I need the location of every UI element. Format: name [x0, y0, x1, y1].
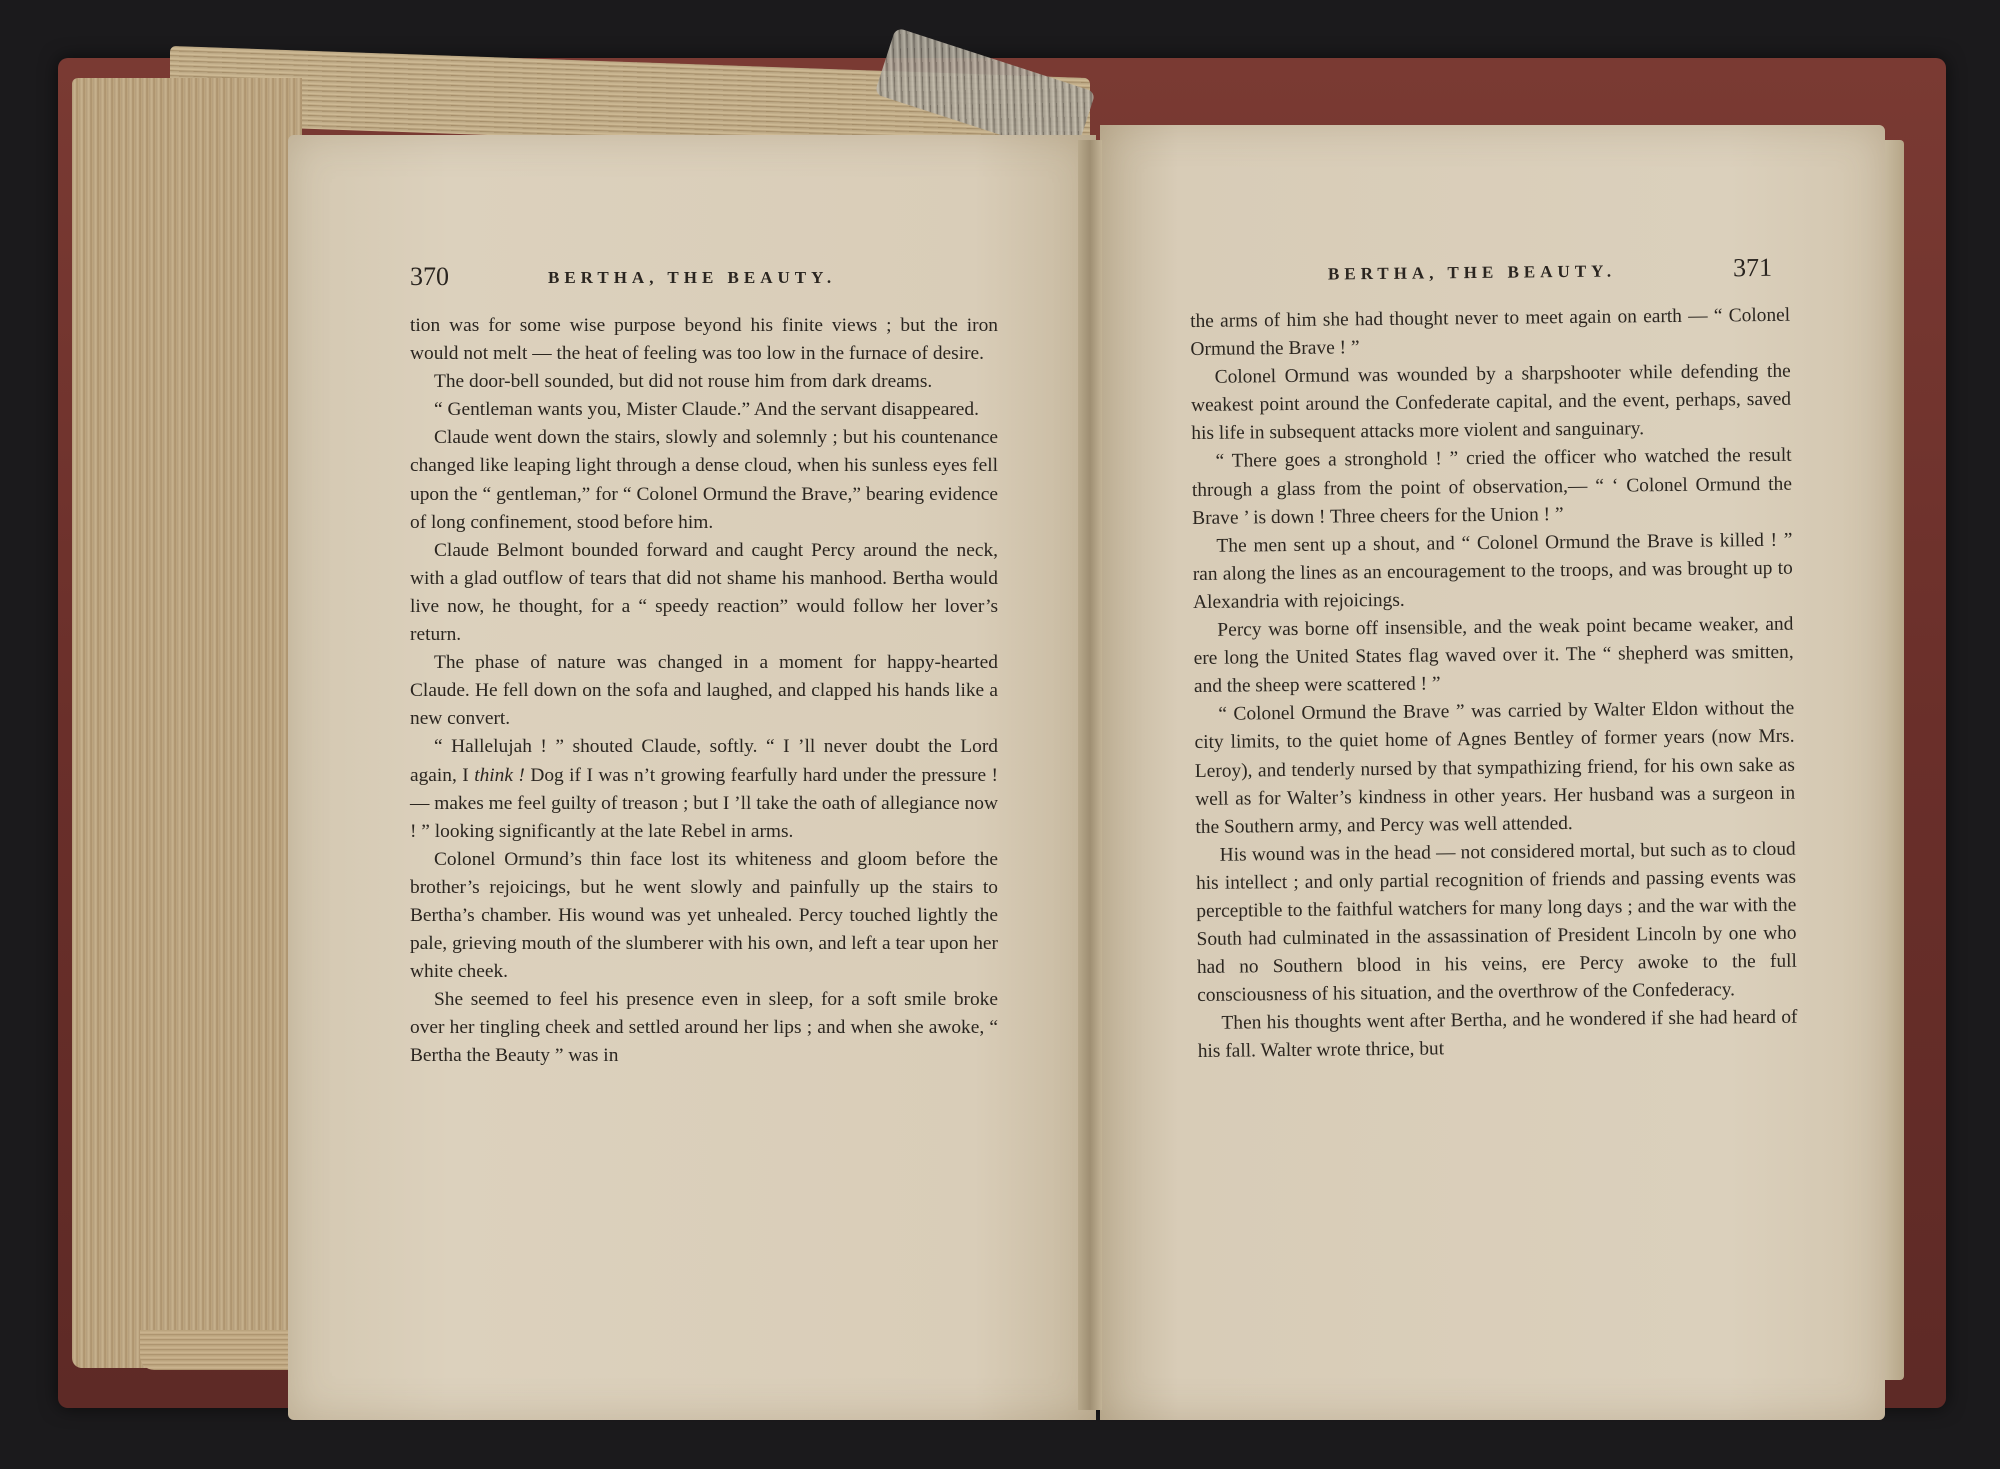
paragraph: Then his thoughts went after Bertha, and he wondered if she had heard of his fall. Walter wrote thrice, but	[1197, 1007, 1798, 1063]
paragraph: tion was for some wise purpose beyond his finite views ; but the iron would not melt — the heat of feeling was too low in the furnace of desire.	[410, 315, 998, 365]
gutter	[1078, 140, 1102, 1410]
paragraph: She seemed to feel his presence even in sleep, for a soft smile broke over her tingling cheek and settled around her lips ; and when she awoke, “ Bertha the Beauty ” was in	[410, 989, 998, 1067]
paragraph-text: “ Hallelujah ! ” shouted Claude, softly. “ I ’ll never doubt the Lord again, I	[410, 736, 998, 786]
paragraph: Percy was borne off insensible, and the weak point became weaker, and ere long the United States flag waved over it. The “ shepherd was smitten, and the sheep were scattered ! ”	[1193, 613, 1794, 698]
paragraph	[410, 733, 998, 845]
paragraph: Claude Belmont bounded forward and caught Percy around the neck, with a glad outflow of tears that did not shame his manhood. Bertha would live now, he thought, for a “ speedy reaction” would follow her lover’s return.	[410, 539, 998, 646]
paragraph: Claude went down the stairs, slowly and solemnly ; but his countenance changed like leaping light through a dense cloud, when his sunless eyes fell upon the “ gentleman,” for “ Colonel Ormund the Brave,” bearing evidence of long confinement, stood before him.	[410, 427, 998, 533]
right-running-head: BERTHA, THE BEAUTY.	[1327, 261, 1617, 284]
italic-text: think !	[474, 764, 525, 786]
paragraph: Colonel Ormund’s thin face lost its whiteness and gloom before the brother’s rejoicings, but he went slowly and painfully up the stairs to Bertha’s chamber. His wound was yet unhealed. Percy touched lightly the pale, grieving mouth of the slumberer with his own, and left a tear upon her white cheek.	[410, 848, 998, 983]
paragraph: The men sent up a shout, and “ Colonel Ormund the Brave is killed ! ” ran along the lines as an encouragement to the troops, and was brought up to Alexandria with rejoicings.	[1192, 529, 1793, 613]
paragraph: “ Gentleman wants you, Mister Claude.” And the servant disappeared.	[434, 399, 979, 421]
paragraph: “ Colonel Ormund the Brave ” was carried by Walter Eldon without the city limits, to the quiet home of Agnes Bentley of former years (now Mrs. Leroy), and tenderly nursed by that sympathizing friend, for his own sake as well as for Walter’s kindness in other years. Her husband was a surgeon in the Southern army, and Percy was well attended.	[1194, 698, 1796, 838]
right-page-number: 371	[1732, 252, 1773, 283]
left-page-text	[410, 312, 998, 1071]
paragraph: His wound was in the head — not considered mortal, but such as to cloud his intellect ; and only partial recognition of friends and passing events was perceptible to the faithful watchers for many long days ; and the war with the South had culminated in the assassination of President Lincoln by one who had no Southern blood in his veins, ere Percy awoke to the full consciousness of his situation, and the overthrow of the Confederacy.	[1195, 838, 1797, 1007]
right-page-text	[1190, 302, 1798, 1067]
left-running-head: BERTHA, THE BEAUTY.	[548, 268, 837, 287]
left-page-number: 370	[410, 262, 449, 291]
paragraph: the arms of him she had thought never to meet again on earth — “ Colonel Ormund the Brave ! ”	[1190, 304, 1791, 361]
paragraph: Colonel Ormund was wounded by a sharpshooter while defending the weakest point around the Confederate capital, and the event, perhaps, saved his life in subsequent attacks more violent and sanguinary.	[1190, 360, 1792, 445]
paragraph-text: Dog if I was n’t growing fearfully hard under the pressure ! — makes me feel guilty of treason ; but I ’ll take the oath of allegiance now ! ” looking significantly at the late Rebel in arms.	[410, 764, 999, 842]
paragraph: The door-bell sounded, but did not rouse him from dark dreams.	[434, 371, 933, 393]
page-edge-right	[1882, 140, 1904, 1380]
paragraph: The phase of nature was changed in a moment for happy-hearted Claude. He fell down on the sofa and laughed, and clapped his hands like a new convert.	[410, 652, 998, 730]
page-edges-left	[72, 78, 302, 1368]
paragraph: “ There goes a stronghold ! ” cried the officer who watched the result through a glass from the point of observation,— “ ‘ Colonel Ormund the Brave ’ is down ! Three cheers for the Union ! ”	[1191, 445, 1792, 529]
